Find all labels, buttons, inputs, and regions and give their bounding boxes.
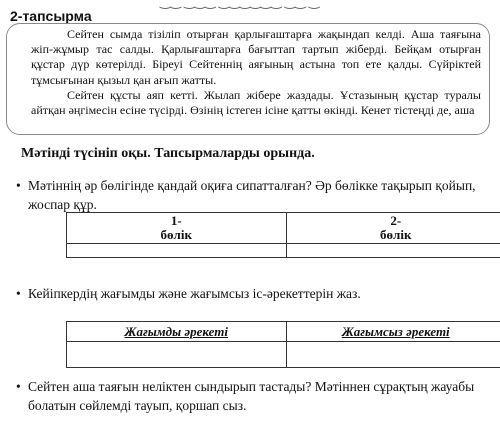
reading-passage-box <box>6 23 490 135</box>
question-1-text: Мәтіннің әр бөлігінде қандай оқиға сипатталған? Әр бөлікке тақырып қойып, жоспар құр. <box>28 178 476 212</box>
table2-header-positive: Жағымды әрекеті <box>67 322 287 342</box>
table1-answer-cell-2[interactable] <box>286 244 500 258</box>
instructions-heading: Мәтінді түсініп оқы. Тапсырмаларды орында. <box>21 146 315 161</box>
table1-header-part-2: 2- бөлік <box>286 213 500 244</box>
table2-answer-cell-negative[interactable] <box>286 342 500 368</box>
question-2 <box>16 284 361 303</box>
question-2-text: Кейіпкердің жағымды және жағымсыз іс-әрекеттерін жаз. <box>28 286 361 301</box>
cropped-header-text: ‿‿ ‿‿‿ ‿‿‿‿‿‿ ‿‿ ‿ <box>160 0 320 9</box>
bullet-icon: • <box>16 286 21 301</box>
table2-header-negative: Жағымсыз әрекеті <box>286 322 500 342</box>
bullet-icon: • <box>16 178 21 193</box>
question-3 <box>16 377 498 415</box>
question-3-text: Сейтен аша таяғын неліктен сындырып тастады? Мәтіннен сұрақтың жауабы болатын сөйлемді тауып, қоршап сыз. <box>28 379 475 413</box>
passage-paragraph-1-text: Сейтен сымда тізіліп отырған қарлығаштарға жақындап келді. Аша таяғына жіп-жұмыр тас салды. Қарлығаштарға бағыттап тартып жіберді. Бейқам отырған құстар дүр көтерілді. Біреуі Сейтеннің аяғының астына топ ете қалды. Сүйріктей тұмсығынан қызыл қан ағып жатты. <box>31 27 481 87</box>
passage-paragraph-1 <box>7 24 489 88</box>
passage-paragraph-2-text: Сейтен құсты аяп кетті. Жылап жібере жаздады. Ұстазының құстар туралы айтқан әңгімесін есіне түсірді. Өзінің істеген ісіне қатты өкінді. Кенет тістеңді де, аша <box>31 87 481 118</box>
parts-plan-table <box>66 212 500 258</box>
bullet-icon: • <box>16 379 21 394</box>
actions-table <box>66 321 500 368</box>
question-1 <box>16 176 498 214</box>
task-title: 2-тапсырма <box>10 8 92 24</box>
table1-answer-cell-1[interactable] <box>67 244 287 258</box>
table1-header-part-1: 1- бөлік <box>67 213 287 244</box>
passage-paragraph-2 <box>7 88 489 118</box>
table2-answer-cell-positive[interactable] <box>67 342 287 368</box>
